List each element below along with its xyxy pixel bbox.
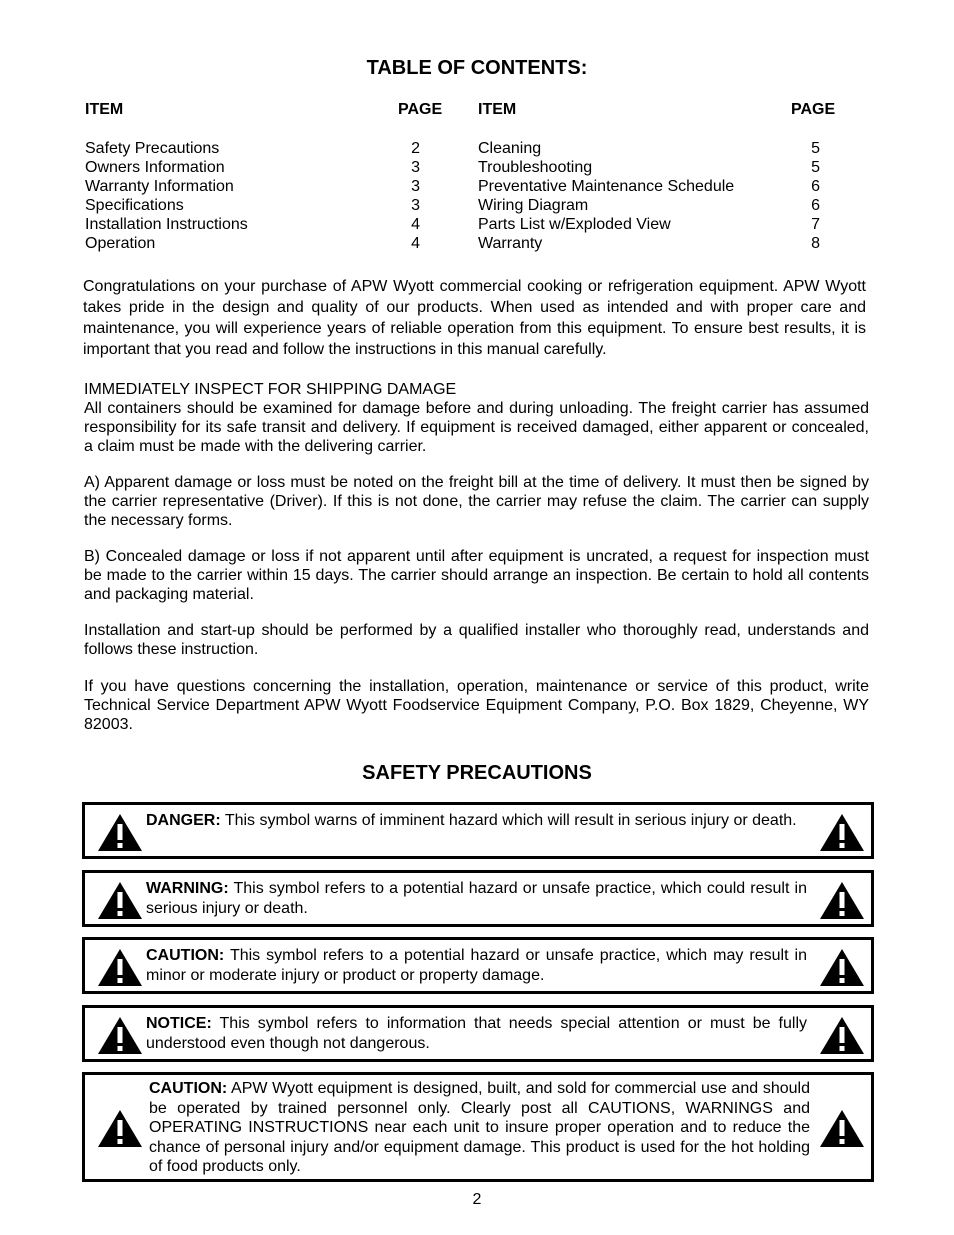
- toc-item: Operation: [85, 235, 156, 252]
- paragraph-concealed-damage: B) Concealed damage or loss if not apparent until after equipment is uncrated, a request for inspection must be made to the carrier within 15 days. The carrier should arrange an inspection. Be certain to hold all contents and packaging material.: [84, 548, 869, 603]
- toc-page: 3: [411, 197, 420, 214]
- caution-label: CAUTION:: [146, 947, 225, 964]
- toc-item-header: ITEM: [478, 101, 517, 118]
- toc-item: Owners Information: [85, 159, 225, 176]
- warning-label: WARNING:: [146, 880, 229, 897]
- caution-commercial-box: [82, 1072, 874, 1182]
- toc-item: Preventative Maintenance Schedule: [478, 178, 735, 195]
- toc-page-header: PAGE: [398, 101, 443, 118]
- toc-item: Troubleshooting: [478, 159, 593, 176]
- toc-item: Warranty: [478, 235, 543, 252]
- inspection-body: All containers should be examined for damage before and during unloading. The freight carrier has assumed responsibility for its safe transit and delivery. If equipment is received damaged, either apparent or concealed, a claim must be made with the delivering carrier.: [84, 400, 869, 455]
- warning-triangle-icon: [97, 880, 143, 920]
- warning-triangle-icon: [97, 1108, 143, 1148]
- safety-title: SAFETY PRECAUTIONS: [362, 762, 592, 784]
- toc-left-column: [85, 100, 445, 260]
- toc-item-header: ITEM: [85, 101, 124, 118]
- danger-label: DANGER:: [146, 812, 221, 829]
- warning-triangle-icon: [97, 812, 143, 852]
- warning-triangle-icon: [819, 1108, 865, 1148]
- warning-triangle-icon: [819, 1015, 865, 1055]
- notice-description: This symbol refers to information that needs special attention or must be fully understood even though not dangerous.: [146, 1015, 807, 1052]
- caution-box: [82, 937, 874, 994]
- warning-description: This symbol refers to a potential hazard or unsafe practice, which could result in serious injury or death.: [146, 880, 807, 917]
- toc-page: 4: [411, 235, 420, 252]
- toc-page: 7: [811, 216, 820, 233]
- warning-triangle-icon: [97, 1015, 143, 1055]
- notice-text: [146, 1014, 807, 1053]
- toc-page: 6: [811, 197, 820, 214]
- toc-item: Warranty Information: [85, 178, 234, 195]
- toc-item: Safety Precautions: [85, 140, 220, 157]
- toc-page: 8: [811, 235, 820, 252]
- warning-triangle-icon: [819, 947, 865, 987]
- toc-item: Cleaning: [478, 140, 542, 157]
- toc-page: 2: [411, 140, 420, 157]
- toc-page: 3: [411, 178, 420, 195]
- toc-item: Wiring Diagram: [478, 197, 589, 214]
- toc-item: Specifications: [85, 197, 184, 214]
- inspection-heading: IMMEDIATELY INSPECT FOR SHIPPING DAMAGE: [84, 381, 457, 398]
- warning-text: [146, 879, 807, 918]
- toc-page: 6: [811, 178, 820, 195]
- warning-triangle-icon: [819, 812, 865, 852]
- inspection-section: [84, 380, 869, 456]
- caution-commercial-text: [149, 1079, 810, 1177]
- caution-description: This symbol refers to a potential hazard or unsafe practice, which may result in minor or moderate injury or product or property damage.: [146, 947, 807, 984]
- danger-description: This symbol warns of imminent hazard which will result in serious injury or death.: [220, 812, 797, 829]
- toc-title: TABLE OF CONTENTS:: [366, 57, 588, 79]
- toc-right-column: [478, 100, 858, 260]
- toc-page: 5: [811, 140, 820, 157]
- toc-item: Installation Instructions: [85, 216, 248, 233]
- caution-commercial-description: APW Wyott equipment is designed, built, and sold for commercial use and should be operated by trained personnel only. Clearly post all CAUTIONS, WARNINGS and OPERATING INSTRUCTIONS near each unit to insure proper operation and to reduce the chance of personal injury and/or equipment damage. This product is used for the hot holding of food products only.: [149, 1080, 810, 1175]
- paragraph-installation: Installation and start-up should be performed by a qualified installer who thoroughly read, understands and follows these instruction.: [84, 622, 869, 658]
- warning-box: [82, 870, 874, 927]
- warning-triangle-icon: [97, 947, 143, 987]
- toc-page: 4: [411, 216, 420, 233]
- toc-page-header: PAGE: [791, 101, 836, 118]
- toc-item: Parts List w/Exploded View: [478, 216, 671, 233]
- paragraph-questions: If you have questions concerning the installation, operation, maintenance or service of this product, write Technical Service Department APW Wyott Foodservice Equipment Company, P.O. Box 1829, Cheyenne, WY 82003.: [84, 678, 869, 733]
- caution-text: [146, 946, 807, 985]
- toc-page: 3: [411, 159, 420, 176]
- caution-commercial-label: CAUTION:: [149, 1080, 228, 1097]
- paragraph-apparent-damage: A) Apparent damage or loss must be noted on the freight bill at the time of delivery. It must then be signed by the carrier representative (Driver). If this is not done, the carrier may refuse the claim. The carrier can supply the necessary forms.: [84, 474, 869, 529]
- toc-page: 5: [811, 159, 820, 176]
- danger-box: [82, 802, 874, 859]
- notice-box: [82, 1005, 874, 1062]
- notice-label: NOTICE:: [146, 1015, 212, 1032]
- intro-paragraph: Congratulations on your purchase of APW Wyott commercial cooking or refrigeration equipment. APW Wyott takes pride in the design and quality of our products. When used as intended and with proper care and maintenance, you will experience years of reliable operation from this equipment. To ensure best results, it is important that you read and follow the instructions in this manual carefully.: [83, 278, 866, 358]
- page-number: 2: [472, 1191, 482, 1208]
- warning-triangle-icon: [819, 880, 865, 920]
- danger-text: [146, 811, 807, 831]
